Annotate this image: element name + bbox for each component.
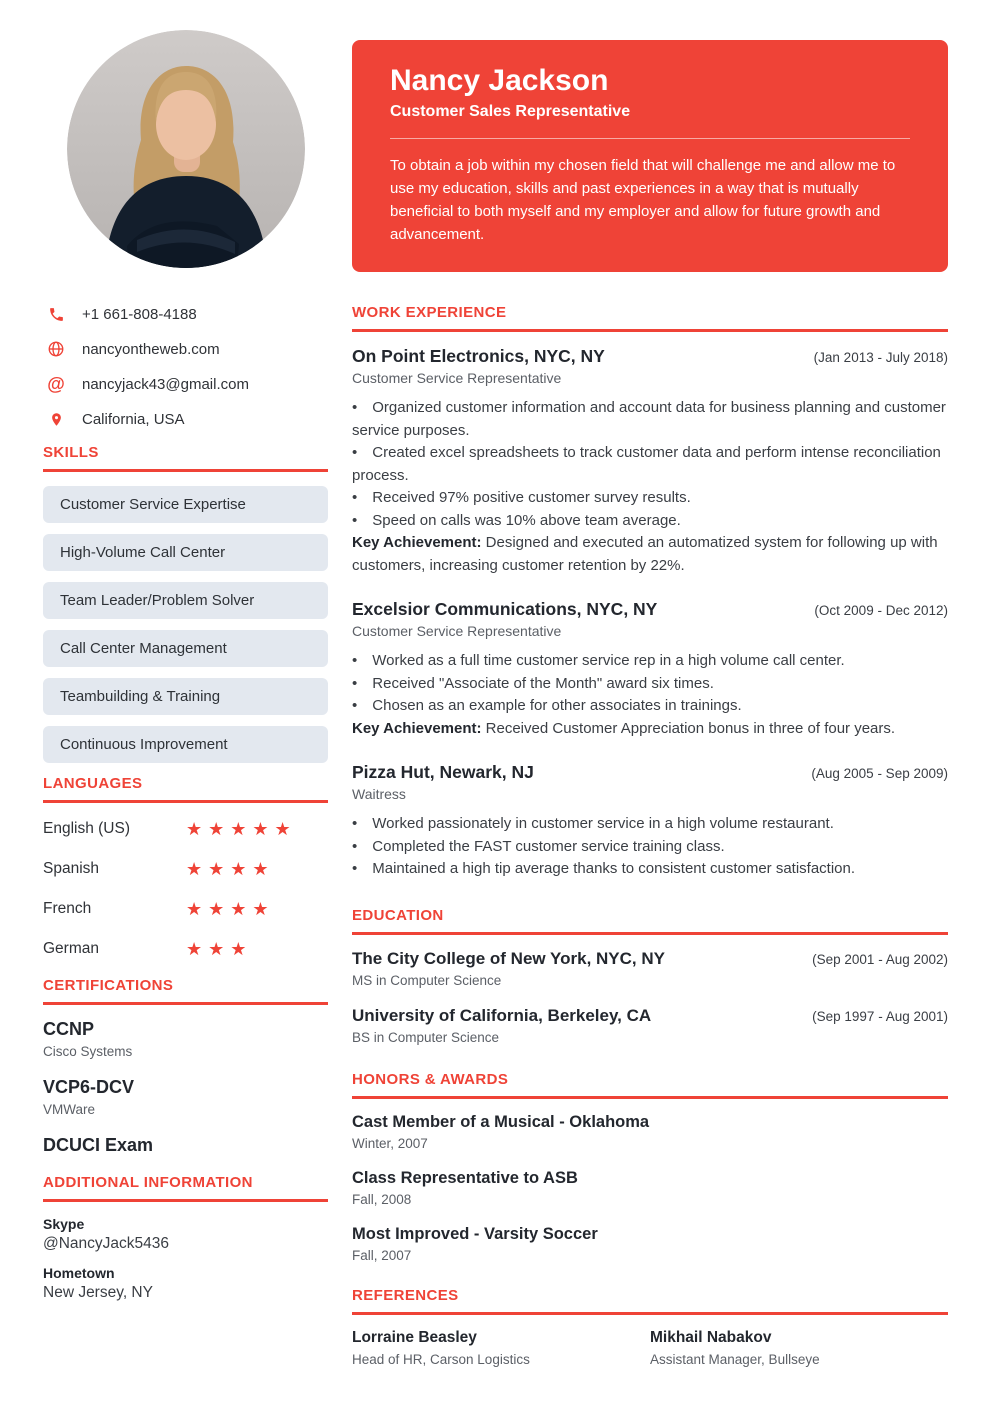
job-bullet: • Organized customer information and account data for business planning and customer service purposes. — [352, 397, 948, 442]
certification-name: CCNP — [43, 1019, 95, 1039]
avatar — [67, 30, 305, 268]
education-heading: EDUCATION — [352, 907, 948, 935]
school-name: The City College of New York, NYC, NY — [352, 948, 665, 968]
language-row — [43, 817, 328, 841]
job-role: Customer Service Representative — [352, 370, 562, 386]
references-list — [352, 1329, 948, 1367]
globe-icon — [45, 340, 67, 358]
additional-info-value: New Jersey, NY — [43, 1284, 153, 1301]
additional-info-list — [43, 1216, 328, 1302]
objective-text: To obtain a job within my chosen field that will challenge me and allow me to use my education, skills and past experiences in a way that is mutually beneficial to both myself and my employer and allow for future growth and advancement. — [390, 157, 896, 243]
certification-item — [43, 1135, 328, 1156]
education-entry — [352, 1006, 948, 1045]
header-divider — [390, 138, 910, 139]
candidate-name: Nancy Jackson — [390, 64, 609, 97]
skill-pill: High-Volume Call Center — [43, 534, 328, 571]
certification-org: Cisco Systems — [43, 1044, 133, 1059]
education-date: (Sep 1997 - Aug 2001) — [812, 1008, 948, 1024]
honor-date: Winter, 2007 — [352, 1135, 428, 1151]
work-experience-heading: WORK EXPERIENCE — [352, 304, 948, 332]
honor-entry — [352, 1225, 948, 1263]
key-achievement-label: Key Achievement: — [352, 719, 482, 737]
candidate-title: Customer Sales Representative — [390, 103, 631, 120]
skill-pill: Customer Service Expertise — [43, 486, 328, 523]
star-rating: ★★★★★ — [186, 819, 297, 839]
job-bullet: • Worked as a full time customer service rep in a high volume call center. — [352, 650, 948, 673]
honor-entry — [352, 1113, 948, 1151]
job-entry — [352, 346, 948, 577]
certification-org: VMWare — [43, 1102, 96, 1117]
header-card — [352, 40, 948, 272]
key-achievement-text: Designed and executed an automatized system for following up with customers, increasing customer retention by 22%. — [352, 534, 938, 574]
job-bullet: • Created excel spreadsheets to track customer data and perform intense reconciliation process. — [352, 442, 948, 487]
reference-name: Lorraine Beasley — [352, 1328, 477, 1346]
language-name: English (US) — [43, 820, 130, 837]
language-name: Spanish — [43, 860, 100, 877]
key-achievement-label: Key Achievement: — [352, 534, 482, 551]
skill-pill: Call Center Management — [43, 630, 328, 667]
honors-heading: HONORS & AWARDS — [352, 1071, 948, 1099]
skill-pill: Teambuilding & Training — [43, 678, 328, 715]
degree: BS in Computer Science — [352, 1029, 500, 1045]
skill-pill: Team Leader/Problem Solver — [43, 582, 328, 619]
school-name: University of California, Berkeley, CA — [352, 1005, 652, 1025]
languages-list — [43, 817, 328, 961]
contact-phone — [45, 304, 328, 324]
reference-role: Assistant Manager, Bullseye — [650, 1351, 820, 1367]
honor-title: Most Improved - Varsity Soccer — [352, 1224, 598, 1243]
star-rating: ★★★★ — [186, 899, 275, 919]
references-heading: REFERENCES — [352, 1287, 948, 1315]
job-company: Pizza Hut, Newark, NJ — [352, 762, 534, 782]
reference-entry — [352, 1329, 650, 1367]
sidebar — [43, 30, 328, 1367]
at-icon: @ — [47, 374, 65, 394]
key-achievement — [352, 718, 948, 741]
skills-list — [43, 486, 328, 763]
job-date: (Oct 2009 - Dec 2012) — [814, 603, 948, 618]
education-date: (Sep 2001 - Aug 2002) — [812, 951, 948, 967]
avatar-illustration — [67, 30, 305, 268]
education-entry — [352, 949, 948, 988]
languages-heading: LANGUAGES — [43, 775, 328, 803]
honor-title: Cast Member of a Musical - Oklahoma — [352, 1112, 650, 1131]
additional-info-value: @NancyJack5436 — [43, 1235, 170, 1252]
job-bullet: • Received "Associate of the Month" award six times. — [352, 673, 948, 696]
job-company: Excelsior Communications, NYC, NY — [352, 599, 658, 619]
honor-date: Fall, 2007 — [352, 1247, 412, 1263]
certifications-list — [43, 1019, 328, 1156]
job-bullet: • Chosen as an example for other associates in trainings. — [352, 695, 948, 718]
language-name: German — [43, 940, 99, 957]
certification-item — [43, 1077, 328, 1117]
additional-info-heading: ADDITIONAL INFORMATION — [43, 1174, 328, 1202]
job-entry — [352, 599, 948, 740]
contact-email — [45, 374, 328, 394]
language-row — [43, 937, 328, 961]
job-bullet: • Received 97% positive customer survey results. — [352, 487, 948, 510]
job-bullet: • Maintained a high tip average thanks to consistent customer satisfaction. — [352, 858, 948, 881]
key-achievement-text: Received Customer Appreciation bonus in three of four years. — [481, 719, 896, 737]
star-rating: ★★★ — [186, 939, 253, 959]
location-text: California, USA — [82, 410, 185, 428]
job-bullet: • Worked passionately in customer service in a high volume restaurant. — [352, 813, 948, 836]
job-bullet: • Speed on calls was 10% above team average. — [352, 510, 948, 533]
honor-date: Fall, 2008 — [352, 1191, 412, 1207]
job-date: (Aug 2005 - Sep 2009) — [811, 766, 948, 781]
contact-list — [45, 304, 328, 429]
additional-info-label: Skype — [43, 1216, 85, 1232]
job-date: (Jan 2013 - July 2018) — [813, 350, 948, 365]
website-url: nancyontheweb.com — [82, 340, 220, 358]
language-name: French — [43, 900, 92, 917]
skills-heading: SKILLS — [43, 444, 328, 472]
degree: MS in Computer Science — [352, 972, 502, 988]
location-icon — [45, 410, 67, 429]
certifications-heading: CERTIFICATIONS — [43, 977, 328, 1005]
additional-info-item — [43, 1265, 328, 1302]
honor-entry — [352, 1169, 948, 1207]
phone-icon — [45, 306, 67, 323]
job-role: Waitress — [352, 786, 406, 802]
job-entry — [352, 762, 948, 881]
language-row — [43, 857, 328, 881]
additional-info-label: Hometown — [43, 1265, 115, 1281]
main-column — [352, 30, 948, 1367]
reference-entry — [650, 1329, 948, 1367]
additional-info-item — [43, 1216, 328, 1253]
language-row — [43, 897, 328, 921]
job-bullet: • Completed the FAST customer service training class. — [352, 836, 948, 859]
reference-name: Mikhail Nabakov — [650, 1328, 772, 1346]
job-company: On Point Electronics, NYC, NY — [352, 346, 605, 366]
honor-title: Class Representative to ASB — [352, 1168, 578, 1187]
phone-number: +1 661-808-4188 — [82, 305, 197, 323]
certification-name: DCUCI Exam — [43, 1135, 154, 1155]
reference-role: Head of HR, Carson Logistics — [352, 1351, 530, 1367]
contact-location — [45, 409, 328, 429]
key-achievement — [352, 532, 948, 577]
email-address: nancyjack43@gmail.com — [82, 375, 249, 393]
skill-pill: Continuous Improvement — [43, 726, 328, 763]
contact-website — [45, 339, 328, 359]
star-rating: ★★★★ — [186, 859, 275, 879]
certification-item — [43, 1019, 328, 1059]
certification-name: VCP6-DCV — [43, 1077, 135, 1097]
job-role: Customer Service Representative — [352, 623, 562, 639]
